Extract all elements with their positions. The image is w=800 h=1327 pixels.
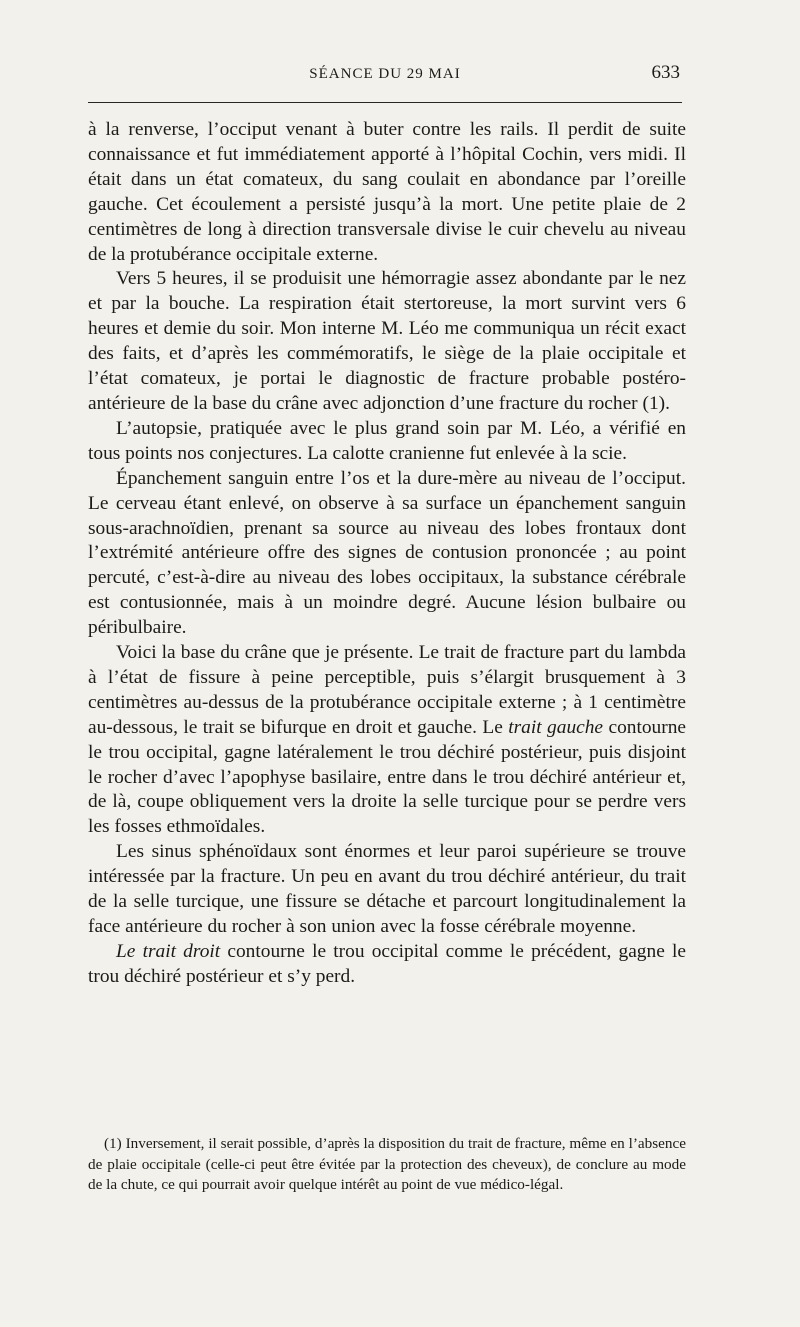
paragraph-6: Les sinus sphénoïdaux sont énormes et leur paroi supérieure se trouve intéressée par la fracture. Un peu en avant du trou déchiré antérieur, du trait de la selle turcique, une fissure se détache et parcourt longitudinalement la face antérieure du rocher à son union avec la fosse cérébrale moyenne. [88,841,686,937]
running-title: SÉANCE DU 29 MAI [309,66,461,82]
paragraph-7-italic: Le trait droit [116,940,221,962]
body-text [88,118,686,990]
paragraph-5-text-a: Voici la base du crâne que je présente. Le trait de fracture part du lambda à l’état de fissure à peine perceptible, puis s’élargit brusquement à 3 centimètres au-dessus de la protubérance occipitale externe ; à 1 centimètre au-dessous, le trait se bifurque en droit et gauche. Le [88,642,686,738]
paragraph-3: L’autopsie, pratiquée avec le plus grand soin par M. Léo, a vérifié en tous points nos conjectures. La calotte cranienne fut enlevée à la scie. [88,417,686,464]
page-header [88,60,682,104]
paragraph-4: Épanchement sanguin entre l’os et la dure-mère au niveau de l’occiput. Le cerveau étant enlevé, on observe à sa surface un épanchement sanguin sous-arachnoïdien, prenant sa source au niveau des lobes frontaux dont l’extrémité antérieure offre des signes de contusion prononcée ; au point percuté, c’est-à-dire au niveau des lobes occipitaux, la substance cérébrale est contusionnée, mais à un moindre degré. Aucune lésion bulbaire ou péribulbaire. [88,467,686,639]
paragraph-5-text-b: contourne le trou occipital, gagne latéralement le trou déchiré postérieur, puis disjoint le rocher d’avec l’apophyse basilaire, entre dans le trou déchiré antérieur et, de là, coupe obliquement vers la droite la selle turcique pour se perdre vers les fosses ethmoïdales. [88,716,686,838]
paragraph-5 [88,641,686,840]
paragraph-1: à la renverse, l’occiput venant à buter contre les rails. Il perdit de suite connaissance et fut immédiatement apporté à l’hôpital Cochin, vers midi. Il était dans un état comateux, du sang coulait en abondance par l’oreille gauche. Cet écoulement a persisté jusqu’à la mort. Une petite plaie de 2 centimètres de long à direction transversale divise le cuir chevelu au niveau de la protubérance occipitale externe. [88,119,686,265]
footnote [88,1134,686,1196]
footnote-text: (1) Inversement, il serait possible, d’après la disposition du trait de fracture, même en l’absence de plaie occipitale (celle-ci peut être évitée par la protection des cheveux), de conclure au mode de la chute, ce qui pourrait avoir quelque intérêt au point de vue médico-légal. [88,1135,686,1194]
paragraph-5-italic: trait gauche [508,716,604,738]
paragraph-7 [88,940,686,990]
header-rule [88,102,682,103]
paragraph-2: Vers 5 heures, il se produisit une hémorragie assez abondante par le nez et par la bouche. La respiration était stertoreuse, la mort survint vers 6 heures et demie du soir. Mon interne M. Léo me communiqua un récit exact des faits, et d’après les commémoratifs, le siège de la plaie occipitale et l’état comateux, je portai le diagnostic de fracture probable postéro-antérieure de la base du crâne avec adjonction d’une fracture du rocher (1). [88,268,686,414]
paragraph-7-text: contourne le trou occipital comme le précédent, gagne le trou déchiré postérieur et s’y perd. [88,940,686,987]
page-number: 633 [651,62,680,83]
